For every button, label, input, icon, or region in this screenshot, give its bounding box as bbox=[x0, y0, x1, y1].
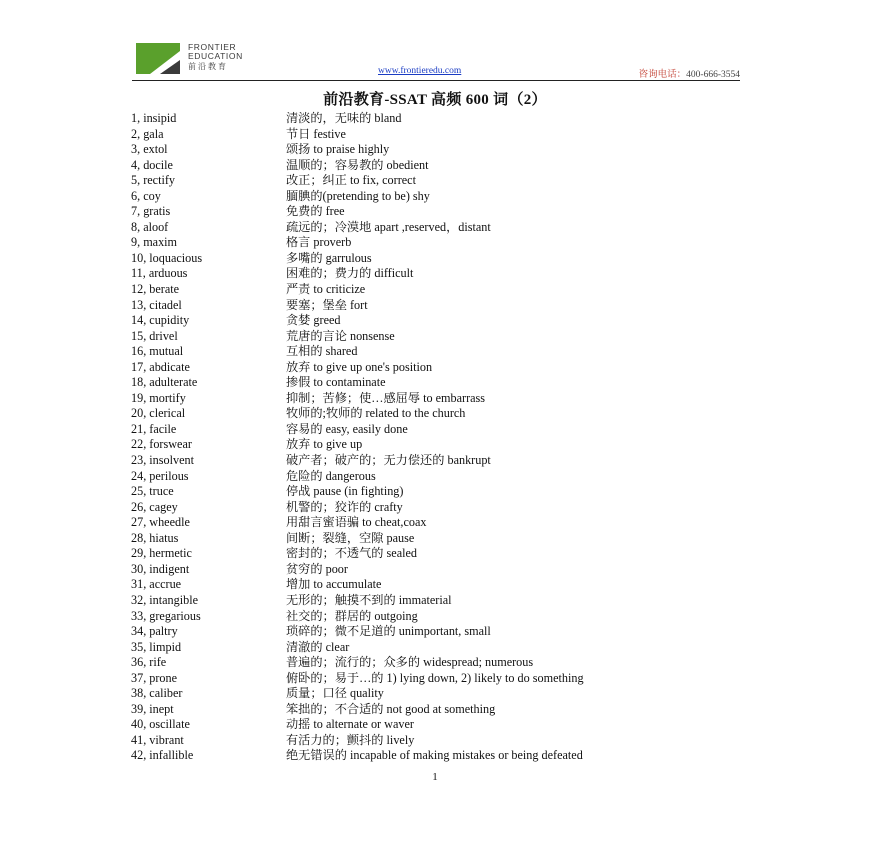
list-item bbox=[131, 142, 751, 158]
list-item bbox=[131, 251, 751, 267]
list-item bbox=[131, 220, 751, 236]
list-item bbox=[131, 702, 751, 718]
word-definition: 用甜言蜜语骗 to cheat,coax bbox=[286, 515, 427, 530]
list-item bbox=[131, 266, 751, 282]
logo-mark-icon bbox=[136, 43, 180, 74]
word-definition: 抑制；苦修；使…感屈辱 to embarrass bbox=[286, 390, 486, 405]
phone-info bbox=[639, 66, 740, 80]
word-definition: 贪婪 greed bbox=[286, 313, 341, 328]
word-definition: 腼腆的(pretending to be) shy bbox=[286, 188, 430, 203]
word-definition: 动摇 to alternate or waver bbox=[286, 717, 414, 732]
list-item bbox=[131, 562, 751, 578]
list-item bbox=[131, 546, 751, 562]
word-definition: 严责 to criticize bbox=[286, 282, 366, 297]
word-definition: 笨拙的；不合适的 not good at something bbox=[286, 701, 496, 716]
word-term: 21, facile bbox=[131, 421, 177, 436]
word-term: 23, insolvent bbox=[131, 453, 194, 468]
word-definition: 琐碎的；微不足道的 unimportant, small bbox=[286, 624, 491, 639]
list-item bbox=[131, 469, 751, 485]
word-term: 19, mortify bbox=[131, 390, 186, 405]
list-item bbox=[131, 158, 751, 174]
list-item bbox=[131, 204, 751, 220]
header-divider bbox=[132, 80, 740, 81]
word-definition: 疏远的；冷漠地 apart ,reserved，distant bbox=[286, 219, 491, 234]
word-term: 27, wheedle bbox=[131, 515, 190, 530]
word-definition: 社交的；群居的 outgoing bbox=[286, 608, 418, 623]
list-item bbox=[131, 686, 751, 702]
list-item bbox=[131, 422, 751, 438]
word-term: 41, vibrant bbox=[131, 732, 184, 747]
word-term: 31, accrue bbox=[131, 577, 182, 592]
list-item bbox=[131, 391, 751, 407]
word-term: 39, inept bbox=[131, 701, 174, 716]
word-term: 25, truce bbox=[131, 484, 174, 499]
word-term: 33, gregarious bbox=[131, 608, 201, 623]
word-definition: 普遍的；流行的；众多的 widespread; numerous bbox=[286, 655, 534, 670]
word-term: 16, mutual bbox=[131, 344, 184, 359]
word-definition: 质量；口径 quality bbox=[286, 686, 384, 701]
word-definition: 有活力的；颤抖的 lively bbox=[286, 732, 415, 747]
word-definition: 荒唐的言论 nonsense bbox=[286, 328, 395, 343]
word-term: 22, forswear bbox=[131, 437, 192, 452]
logo-wordmark bbox=[188, 43, 243, 71]
page-number: 1 bbox=[432, 771, 438, 783]
word-term: 11, arduous bbox=[131, 266, 188, 281]
word-term: 38, caliber bbox=[131, 686, 183, 701]
list-item bbox=[131, 484, 751, 500]
phone-label: 咨询电话： bbox=[638, 70, 687, 80]
word-definition: 停战 pause (in fighting) bbox=[286, 484, 404, 499]
list-item bbox=[131, 298, 751, 314]
list-item bbox=[131, 235, 751, 251]
word-term: 20, clerical bbox=[131, 406, 186, 421]
word-definition: 容易的 easy, easily done bbox=[286, 421, 408, 436]
page-title: 前沿教育-SSAT 高频 600 词（2） bbox=[323, 92, 547, 108]
word-term: 30, indigent bbox=[131, 561, 190, 576]
word-definition: 多嘴的 garrulous bbox=[286, 250, 372, 265]
word-term: 7, gratis bbox=[131, 204, 171, 219]
word-term: 29, hermetic bbox=[131, 546, 192, 561]
word-term: 35, limpid bbox=[131, 639, 182, 654]
word-definition: 要塞；堡垒 fort bbox=[286, 297, 368, 312]
word-term: 3, extol bbox=[131, 142, 168, 157]
word-definition: 格言 proverb bbox=[286, 235, 352, 250]
website-link[interactable]: www.frontieredu.com bbox=[378, 66, 462, 76]
word-definition: 清淡的，无味的 bland bbox=[286, 111, 402, 125]
word-definition: 免费的 free bbox=[286, 204, 345, 219]
word-term: 26, cagey bbox=[131, 499, 178, 514]
word-definition: 互相的 shared bbox=[286, 344, 358, 359]
list-item bbox=[131, 189, 751, 205]
word-definition: 贫穷的 poor bbox=[286, 561, 348, 576]
list-item bbox=[131, 406, 751, 422]
logo-text-cn: 前沿教育 bbox=[188, 62, 228, 71]
list-item bbox=[131, 360, 751, 376]
word-term: 9, maxim bbox=[131, 235, 178, 250]
word-definition: 颂扬 to praise highly bbox=[286, 142, 390, 157]
list-item bbox=[131, 173, 751, 189]
list-item bbox=[131, 531, 751, 547]
list-item bbox=[131, 329, 751, 345]
word-term: 14, cupidity bbox=[131, 313, 190, 328]
word-term: 32, intangible bbox=[131, 592, 199, 607]
list-item bbox=[131, 313, 751, 329]
list-item bbox=[131, 733, 751, 749]
word-definition: 机警的；狡诈的 crafty bbox=[286, 499, 403, 514]
word-definition: 清澈的 clear bbox=[286, 639, 350, 654]
word-definition: 改正；纠正 to fix, correct bbox=[286, 173, 416, 188]
list-item bbox=[131, 437, 751, 453]
list-item bbox=[131, 593, 751, 609]
word-term: 37, prone bbox=[131, 670, 178, 685]
word-definition: 节日 festive bbox=[286, 126, 346, 141]
list-item bbox=[131, 282, 751, 298]
list-item bbox=[131, 717, 751, 733]
word-term: 4, docile bbox=[131, 157, 173, 172]
word-term: 15, drivel bbox=[131, 328, 178, 343]
word-term: 10, loquacious bbox=[131, 250, 203, 265]
list-item bbox=[131, 500, 751, 516]
word-term: 2, gala bbox=[131, 126, 164, 141]
word-term: 18, adulterate bbox=[131, 375, 198, 390]
list-item bbox=[131, 515, 751, 531]
word-term: 24, perilous bbox=[131, 468, 189, 483]
word-term: 12, berate bbox=[131, 282, 180, 297]
word-definition: 密封的；不透气的 sealed bbox=[286, 546, 417, 561]
word-definition: 温顺的；容易教的 obedient bbox=[286, 157, 429, 172]
word-definition: 无形的；触摸不到的 immaterial bbox=[286, 592, 452, 607]
word-term: 13, citadel bbox=[131, 297, 182, 312]
list-item bbox=[131, 127, 751, 143]
list-item bbox=[131, 624, 751, 640]
word-definition: 牧师的;牧师的 related to the church bbox=[286, 406, 466, 421]
word-definition: 绝无错误的 incapable of making mistakes or being defeated bbox=[286, 748, 583, 763]
word-definition: 俯卧的；易于…的 1) lying down, 2) likely to do something bbox=[286, 670, 584, 685]
list-item bbox=[131, 640, 751, 656]
list-item bbox=[131, 453, 751, 469]
word-term: 6, coy bbox=[131, 188, 161, 203]
word-term: 8, aloof bbox=[131, 219, 169, 234]
word-definition: 破产者；破产的；无力偿还的 bankrupt bbox=[286, 453, 491, 468]
list-item bbox=[131, 577, 751, 593]
word-term: 28, hiatus bbox=[131, 530, 179, 545]
word-term: 42, infallible bbox=[131, 748, 194, 763]
logo-text-line2: EDUCATION bbox=[188, 51, 243, 61]
word-definition: 增加 to accumulate bbox=[286, 577, 382, 592]
list-item bbox=[131, 111, 751, 127]
word-term: 17, abdicate bbox=[131, 359, 190, 374]
word-term: 40, oscillate bbox=[131, 717, 190, 732]
list-item bbox=[131, 671, 751, 687]
word-definition: 危险的 dangerous bbox=[286, 468, 376, 483]
word-definition: 放弃 to give up bbox=[286, 437, 363, 452]
word-term: 34, paltry bbox=[131, 624, 178, 639]
vocabulary-list bbox=[131, 111, 751, 764]
list-item bbox=[131, 375, 751, 391]
word-definition: 掺假 to contaminate bbox=[286, 375, 386, 390]
word-term: 36, rife bbox=[131, 655, 167, 670]
frontier-education-logo bbox=[136, 43, 256, 77]
list-item bbox=[131, 609, 751, 625]
word-definition: 间断；裂缝，空隙 pause bbox=[286, 530, 415, 545]
phone-number: 400-666-3554 bbox=[686, 70, 740, 80]
word-definition: 困难的；费力的 difficult bbox=[286, 266, 414, 281]
word-term: 1, insipid bbox=[131, 111, 177, 125]
logo-text-line1: FRONTIER bbox=[188, 42, 237, 52]
list-item bbox=[131, 655, 751, 671]
list-item bbox=[131, 344, 751, 360]
list-item bbox=[131, 748, 751, 764]
word-definition: 放弃 to give up one's position bbox=[286, 359, 433, 374]
word-term: 5, rectify bbox=[131, 173, 175, 188]
